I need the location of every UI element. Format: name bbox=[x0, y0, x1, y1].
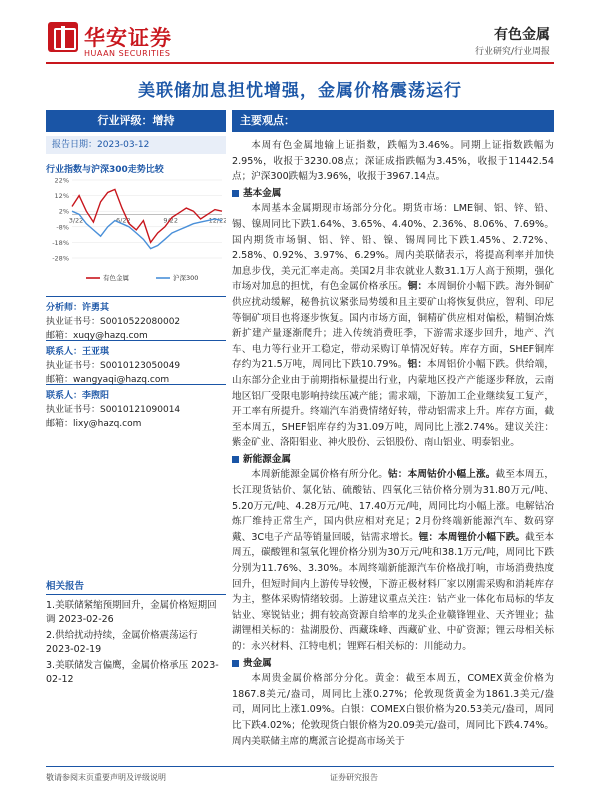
cobalt-highlight: 钴：本周钴价小幅上涨。 bbox=[388, 469, 496, 481]
contact-cert: 执业证书号：S0010123050049 bbox=[46, 361, 181, 371]
lithium-highlight: 锂：本周锂价小幅下跌。 bbox=[418, 531, 526, 543]
footer-divider bbox=[46, 766, 554, 767]
section-title: 基本金属 bbox=[243, 187, 282, 199]
square-bullet-icon bbox=[232, 190, 239, 197]
analyst-cert: 执业证书号：S0010522080002 bbox=[46, 317, 181, 327]
square-bullet-icon bbox=[232, 660, 239, 667]
contact-email[interactable]: 邮箱：lixy@hazq.com bbox=[46, 419, 142, 429]
analyst-block-3 bbox=[46, 384, 226, 431]
related-reports bbox=[46, 578, 226, 689]
related-report-item[interactable]: 2.供给扰动持续，金属价格震荡运行 2023-02-19 bbox=[46, 630, 198, 655]
copper-label: 铜： bbox=[407, 281, 428, 293]
report-type-label: 行业研究/行业周报 bbox=[474, 47, 550, 57]
report-date-label: 报告日期： bbox=[52, 140, 98, 150]
logo-name-cn: 华安证券 bbox=[84, 25, 172, 50]
intro-paragraph: 本周有色金属地输上证指数，跌幅为3.46%。同期上证指数跌幅为2.95%，收报于3230.08点；深证成指跌幅为3.45%，收报于11442.54点；沪深300跌幅为3.96%，收报于3967.14点。 bbox=[232, 140, 554, 183]
related-report-item[interactable]: 3.美联储发言偏鹰，金属价格承压 2023-02-12 bbox=[46, 660, 219, 685]
section-title: 新能源金属 bbox=[243, 453, 291, 465]
contact-email[interactable]: 邮箱：wangyaqi@hazq.com bbox=[46, 375, 170, 385]
related-reports-heading: 相关报告 bbox=[46, 578, 226, 595]
logo-seal-icon bbox=[48, 22, 78, 52]
company-logo bbox=[48, 22, 198, 62]
y-tick-label: 22% bbox=[54, 176, 69, 185]
sector-label: 有色金属 bbox=[494, 27, 550, 43]
section-title: 贵金属 bbox=[243, 657, 272, 669]
analyst-block-2 bbox=[46, 340, 226, 387]
cobalt-text: 截至本周五，长江现货钴价、氯化钴、硫酸钴、四氧化三钴价格分别为31.80万元/吨、5.20万元/吨、4.28万元/吨、17.40万元/吨，周同比均小幅上涨。电解钴冶炼厂维持正常生产，国内供应相对充足；2月份终端新能源汽车、数码穿戴、3C电子产品等销量回暖，钴需求增长。 bbox=[232, 469, 555, 543]
chart-svg bbox=[46, 176, 226, 288]
industry-rating: 行业评级：增持 bbox=[46, 110, 226, 132]
aluminum-text: 本周铝价小幅下跌。供给端，山东部分企业由于前期指标量提出行业，内蒙地区投产产能逐步释放，云南地区铝厂受限电影响持续压减产能；需求端，下游加工企业继续复工复产，开工率有所提升。终端汽车消费情绪好转，带动铝需求上升。库存方面，截至本周五，SHEF铝库存约为31.09万吨，周同比上涨2.74%。建议关注：紫金矿业、洛阳钼业、神火股份、云铝股份、南山铝业、明泰铝业。 bbox=[232, 359, 554, 449]
report-date-value: 2023-03-12 bbox=[97, 140, 150, 150]
contact-role: 联系人：李煦阳 bbox=[46, 384, 226, 401]
chart-title: 行业指数与沪深300走势比较 bbox=[46, 165, 164, 175]
analyst-email[interactable]: 邮箱：xuqy@hazq.com bbox=[46, 331, 148, 341]
square-bullet-icon bbox=[232, 456, 239, 463]
new-energy-text: 本周新能源金属价格有所分化。 bbox=[251, 469, 389, 481]
footer-report-label: 证券研究报告 bbox=[330, 773, 378, 782]
base-metals-paragraph bbox=[232, 201, 554, 451]
base-metals-text: 本周基本金属期现市场部分分化。期货市场：LME铜、铝、锌、铅、锡、镍周同比下跌1.64%、3.65%、4.40%、2.36%、8.06%、7.69%。国内期货市场铜、铝、锌、铅、镍、锡周同比下跌1.45%、2.72%、2.58%、0.92%、3.97%、6.29%。周内美联储表示，将提高利率并加快加息步伐，美元汇率走高。美国2月非农就业人数31.1万人高于预期，强化市场对加息的担忧，有色金属价格承压。 bbox=[232, 203, 554, 293]
main-body bbox=[232, 138, 554, 750]
x-tick-label: 12/22 bbox=[208, 216, 226, 225]
header-divider bbox=[46, 62, 554, 64]
new-energy-paragraph bbox=[232, 467, 554, 654]
precious-metals-paragraph: 本周贵金属价格部分分化。黄金：截至本周五，COMEX黄金价格为1867.8美元/盎司，周同比上涨0.27%；伦敦现货黄金为1861.3美元/盎司，周同比上涨1.09%。白银：COMEX白银价格为20.53美元/盎司，周同比下跌4.02%；伦敦现货白银价格为20.09美元/盎司，周同比下跌4.74%。周内美联储主席的鹰派言论提高市场关于 bbox=[232, 673, 554, 747]
copper-text: 本周铜价小幅下跌。海外铜矿供应扰动缓解，秘鲁抗议紧张局势缓和且主要矿山将恢复供应，智利、印尼等铜矿项目也将逐步恢复。国内市场方面，铜精矿供应相对偏松，精铜冶炼新扩建产量逐渐爬升；进入传统消费旺季，下游需求逐步回升，地产、汽车、电力等行业开工稳定，带动采购订单情况好转。库存方面，SHEF铜库存约为21.5万吨，周同比下跌10.79%。 bbox=[232, 281, 555, 371]
y-tick-label: -28% bbox=[52, 254, 69, 263]
x-tick-label: 6/22 bbox=[116, 216, 131, 225]
y-tick-label: -8% bbox=[56, 223, 69, 232]
analyst-role: 分析师：许勇其 bbox=[46, 296, 226, 313]
main-points-heading: 主要观点： bbox=[232, 110, 554, 132]
series-line bbox=[72, 189, 222, 242]
y-tick-label: 2% bbox=[58, 207, 69, 216]
logo-name-en: HUAAN SECURITIES bbox=[84, 49, 171, 58]
x-tick-label: 3/22 bbox=[68, 216, 84, 225]
index-comparison-chart bbox=[46, 176, 226, 288]
contact-cert: 执业证书号：S0010121090014 bbox=[46, 405, 181, 415]
y-tick-label: 12% bbox=[54, 192, 69, 201]
y-tick-label: -18% bbox=[52, 238, 69, 247]
contact-role: 联系人：王亚琪 bbox=[46, 340, 226, 357]
report-title: 美联储加息担忧增强，金属价格震荡运行 bbox=[138, 81, 462, 101]
x-tick-label: 9/22 bbox=[163, 216, 178, 225]
aluminum-label: 铝： bbox=[407, 359, 428, 371]
section-new-energy-metals bbox=[232, 452, 554, 468]
report-date bbox=[46, 136, 226, 154]
legend-label: 有色金属 bbox=[103, 274, 129, 282]
related-report-item[interactable]: 1.美联储紧缩预期回升，金属价格短期回调 2023-02-26 bbox=[46, 600, 217, 625]
section-base-metals bbox=[232, 186, 554, 202]
lithium-text: 截至本周五，碳酸锂和氢氧化锂价格分别为30万元/吨和38.1万元/吨，周同比下跌分别为11.76%、3.30%。本周终端新能源汽车价格战打响，市场消费热度回升，但短时间内上游传导较慢，下游正极材料厂家以刚需采购和消耗库存为主，整体采购情绪较弱。上游建议重点关注：钴产业一体化布局标的华友钴业、寒锐钴业；拥有较高资源自给率的龙头企业赣锋锂业、天齐锂业；盐湖锂相关标的：盐湖股份、西藏珠峰、西藏矿业、中矿资源；锂云母相关标的：永兴材料、江特电机；锂辉石相关标的：川能动力。 bbox=[232, 531, 555, 652]
analyst-block-1 bbox=[46, 296, 226, 343]
legend-label: 沪深300 bbox=[173, 274, 199, 282]
footer-disclaimer[interactable]: 敬请参阅末页重要声明及评级说明 bbox=[46, 773, 166, 782]
section-precious-metals bbox=[232, 656, 554, 672]
